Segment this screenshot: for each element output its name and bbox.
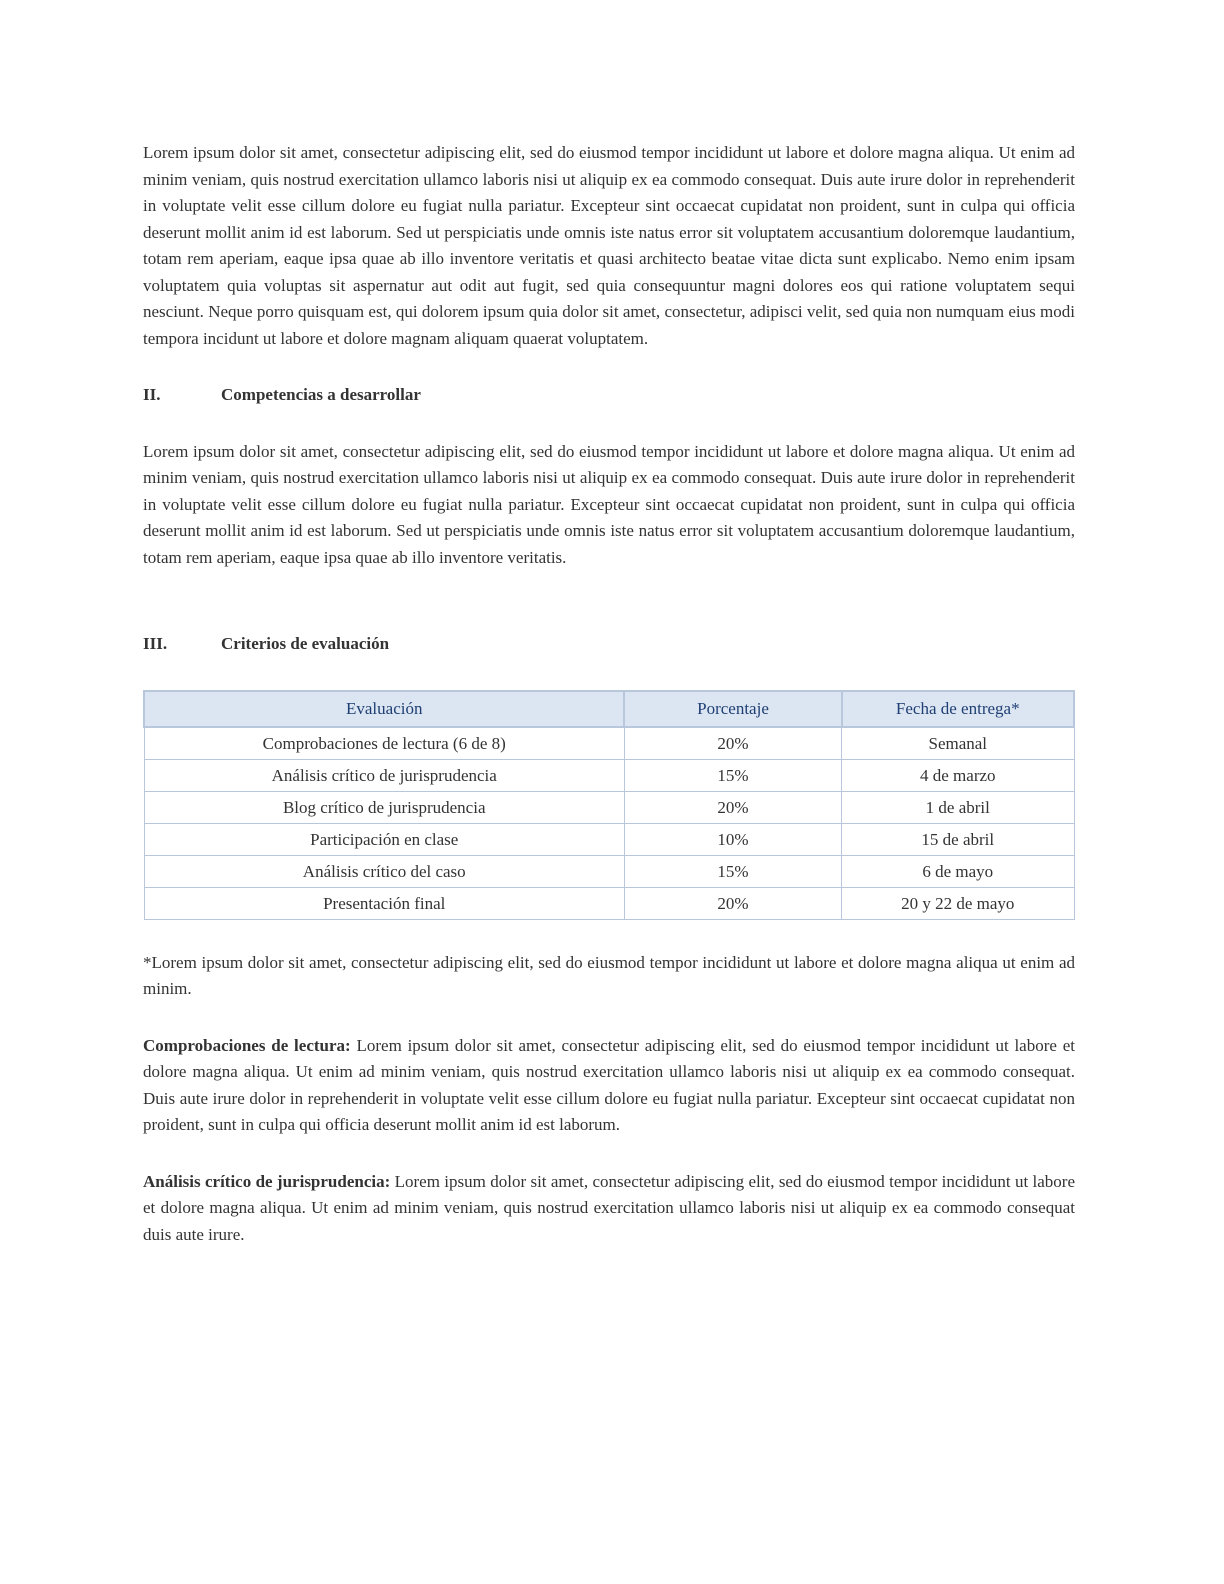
evaluation-table	[143, 690, 1075, 920]
table-cell: 10%	[624, 823, 841, 855]
section-heading-competencias	[143, 382, 1075, 409]
document-page	[143, 140, 1075, 1248]
column-header-fecha: Fecha de entrega*	[842, 691, 1074, 727]
section-number: II.	[143, 385, 161, 404]
table-cell: Análisis crítico de jurisprudencia	[144, 759, 624, 791]
section-title: Competencias a desarrollar	[221, 385, 421, 404]
paragraph-analisis	[143, 1169, 1075, 1249]
table-row	[144, 759, 1074, 791]
section-title: Criterios de evaluación	[221, 634, 390, 653]
table-cell: 6 de mayo	[842, 855, 1074, 887]
column-header-evaluacion: Evaluación	[144, 691, 624, 727]
paragraph-text: Lorem ipsum dolor sit amet, consectetur adipiscing elit, sed do eiusmod tempor incididunt ut labore et dolore magna aliqua. Ut enim ad minim veniam, quis nostrud exercitation ullamco laboris nisi ut aliquip ex ea commodo consequat duis aute irure.	[143, 1171, 1075, 1244]
table-cell: 15 de abril	[842, 823, 1074, 855]
intro-paragraph: Lorem ipsum dolor sit amet, consectetur adipiscing elit, sed do eiusmod tempor incididunt ut labore et dolore magna aliqua. Ut enim ad minim veniam, quis nostrud exercitation ullamco laboris nisi ut aliquip ex ea commodo consequat. Duis aute irure dolor in reprehenderit in voluptate velit esse cillum dolore eu fugiat nulla pariatur. Excepteur sint occaecat cupidatat non proident, sunt in culpa qui officia deserunt mollit anim id est laborum. Sed ut perspiciatis unde omnis iste natus error sit voluptatem accusantium doloremque laudantium, totam rem aperiam, eaque ipsa quae ab illo inventore veritatis et quasi architecto beatae vitae dicta sunt explicabo. Nemo enim ipsam voluptatem quia voluptas sit aspernatur aut odit aut fugit, sed quia consequuntur magni dolores eos qui ratione voluptatem sequi nesciunt. Neque porro quisquam est, qui dolorem ipsum quia dolor sit amet, consectetur, adipisci velit, sed quia non numquam eius modi tempora incidunt ut labore et dolore magnam aliquam quaerat voluptatem.	[143, 143, 1075, 348]
table-cell: 15%	[624, 855, 841, 887]
table-header-row	[144, 691, 1074, 727]
table-row	[144, 791, 1074, 823]
table-cell: Presentación final	[144, 887, 624, 919]
table-row	[144, 727, 1074, 760]
table-cell: Blog crítico de jurisprudencia	[144, 791, 624, 823]
section-heading-evaluacion	[143, 631, 1075, 658]
table-cell: Participación en clase	[144, 823, 624, 855]
table-row	[144, 823, 1074, 855]
table-cell: 15%	[624, 759, 841, 791]
table-cell: 4 de marzo	[842, 759, 1074, 791]
paragraph-lead: Análisis crítico de jurisprudencia:	[143, 1171, 391, 1191]
column-header-porcentaje: Porcentaje	[624, 691, 841, 727]
table-cell: 20%	[624, 887, 841, 919]
footnote: *Lorem ipsum dolor sit amet, consectetur adipiscing elit, sed do eiusmod tempor incididunt ut labore et dolore magna aliqua ut enim ad minim.	[143, 952, 1075, 998]
table-cell: Semanal	[842, 727, 1074, 760]
table-cell: 20%	[624, 791, 841, 823]
paragraph-lead: Comprobaciones de lectura:	[143, 1035, 351, 1055]
table-cell: 20%	[624, 727, 841, 760]
section-number: III.	[143, 634, 168, 653]
table-cell: Análisis crítico del caso	[144, 855, 624, 887]
table-cell: 1 de abril	[842, 791, 1074, 823]
competencias-paragraph: Lorem ipsum dolor sit amet, consectetur adipiscing elit, sed do eiusmod tempor incididunt ut labore et dolore magna aliqua. Ut enim ad minim veniam, quis nostrud exercitation ullamco laboris nisi ut aliquip ex ea commodo consequat. Duis aute irure dolor in reprehenderit in voluptate velit esse cillum dolore eu fugiat nulla pariatur. Excepteur sint occaecat cupidatat non proident, sunt in culpa qui officia deserunt mollit anim id est laborum. Sed ut perspiciatis unde omnis iste natus error sit voluptatem accusantium doloremque laudantium, totam rem aperiam, eaque ipsa quae ab illo inventore veritatis.	[143, 441, 1075, 567]
table-cell: 20 y 22 de mayo	[842, 887, 1074, 919]
paragraph-text: Lorem ipsum dolor sit amet, consectetur adipiscing elit, sed do eiusmod tempor incididunt ut labore et dolore magna aliqua. Ut enim ad minim veniam, quis nostrud exercitation ullamco laboris nisi ut aliquip ex ea commodo consequat. Duis aute irure dolor in reprehenderit in voluptate velit esse cillum dolore eu fugiat nulla pariatur. Excepteur sint occaecat cupidatat non proident, sunt in culpa qui officia deserunt mollit anim id est laborum.	[143, 1035, 1075, 1134]
table-row	[144, 887, 1074, 919]
table-cell: Comprobaciones de lectura (6 de 8)	[144, 727, 624, 760]
table-row	[144, 855, 1074, 887]
paragraph-comprobaciones	[143, 1033, 1075, 1139]
